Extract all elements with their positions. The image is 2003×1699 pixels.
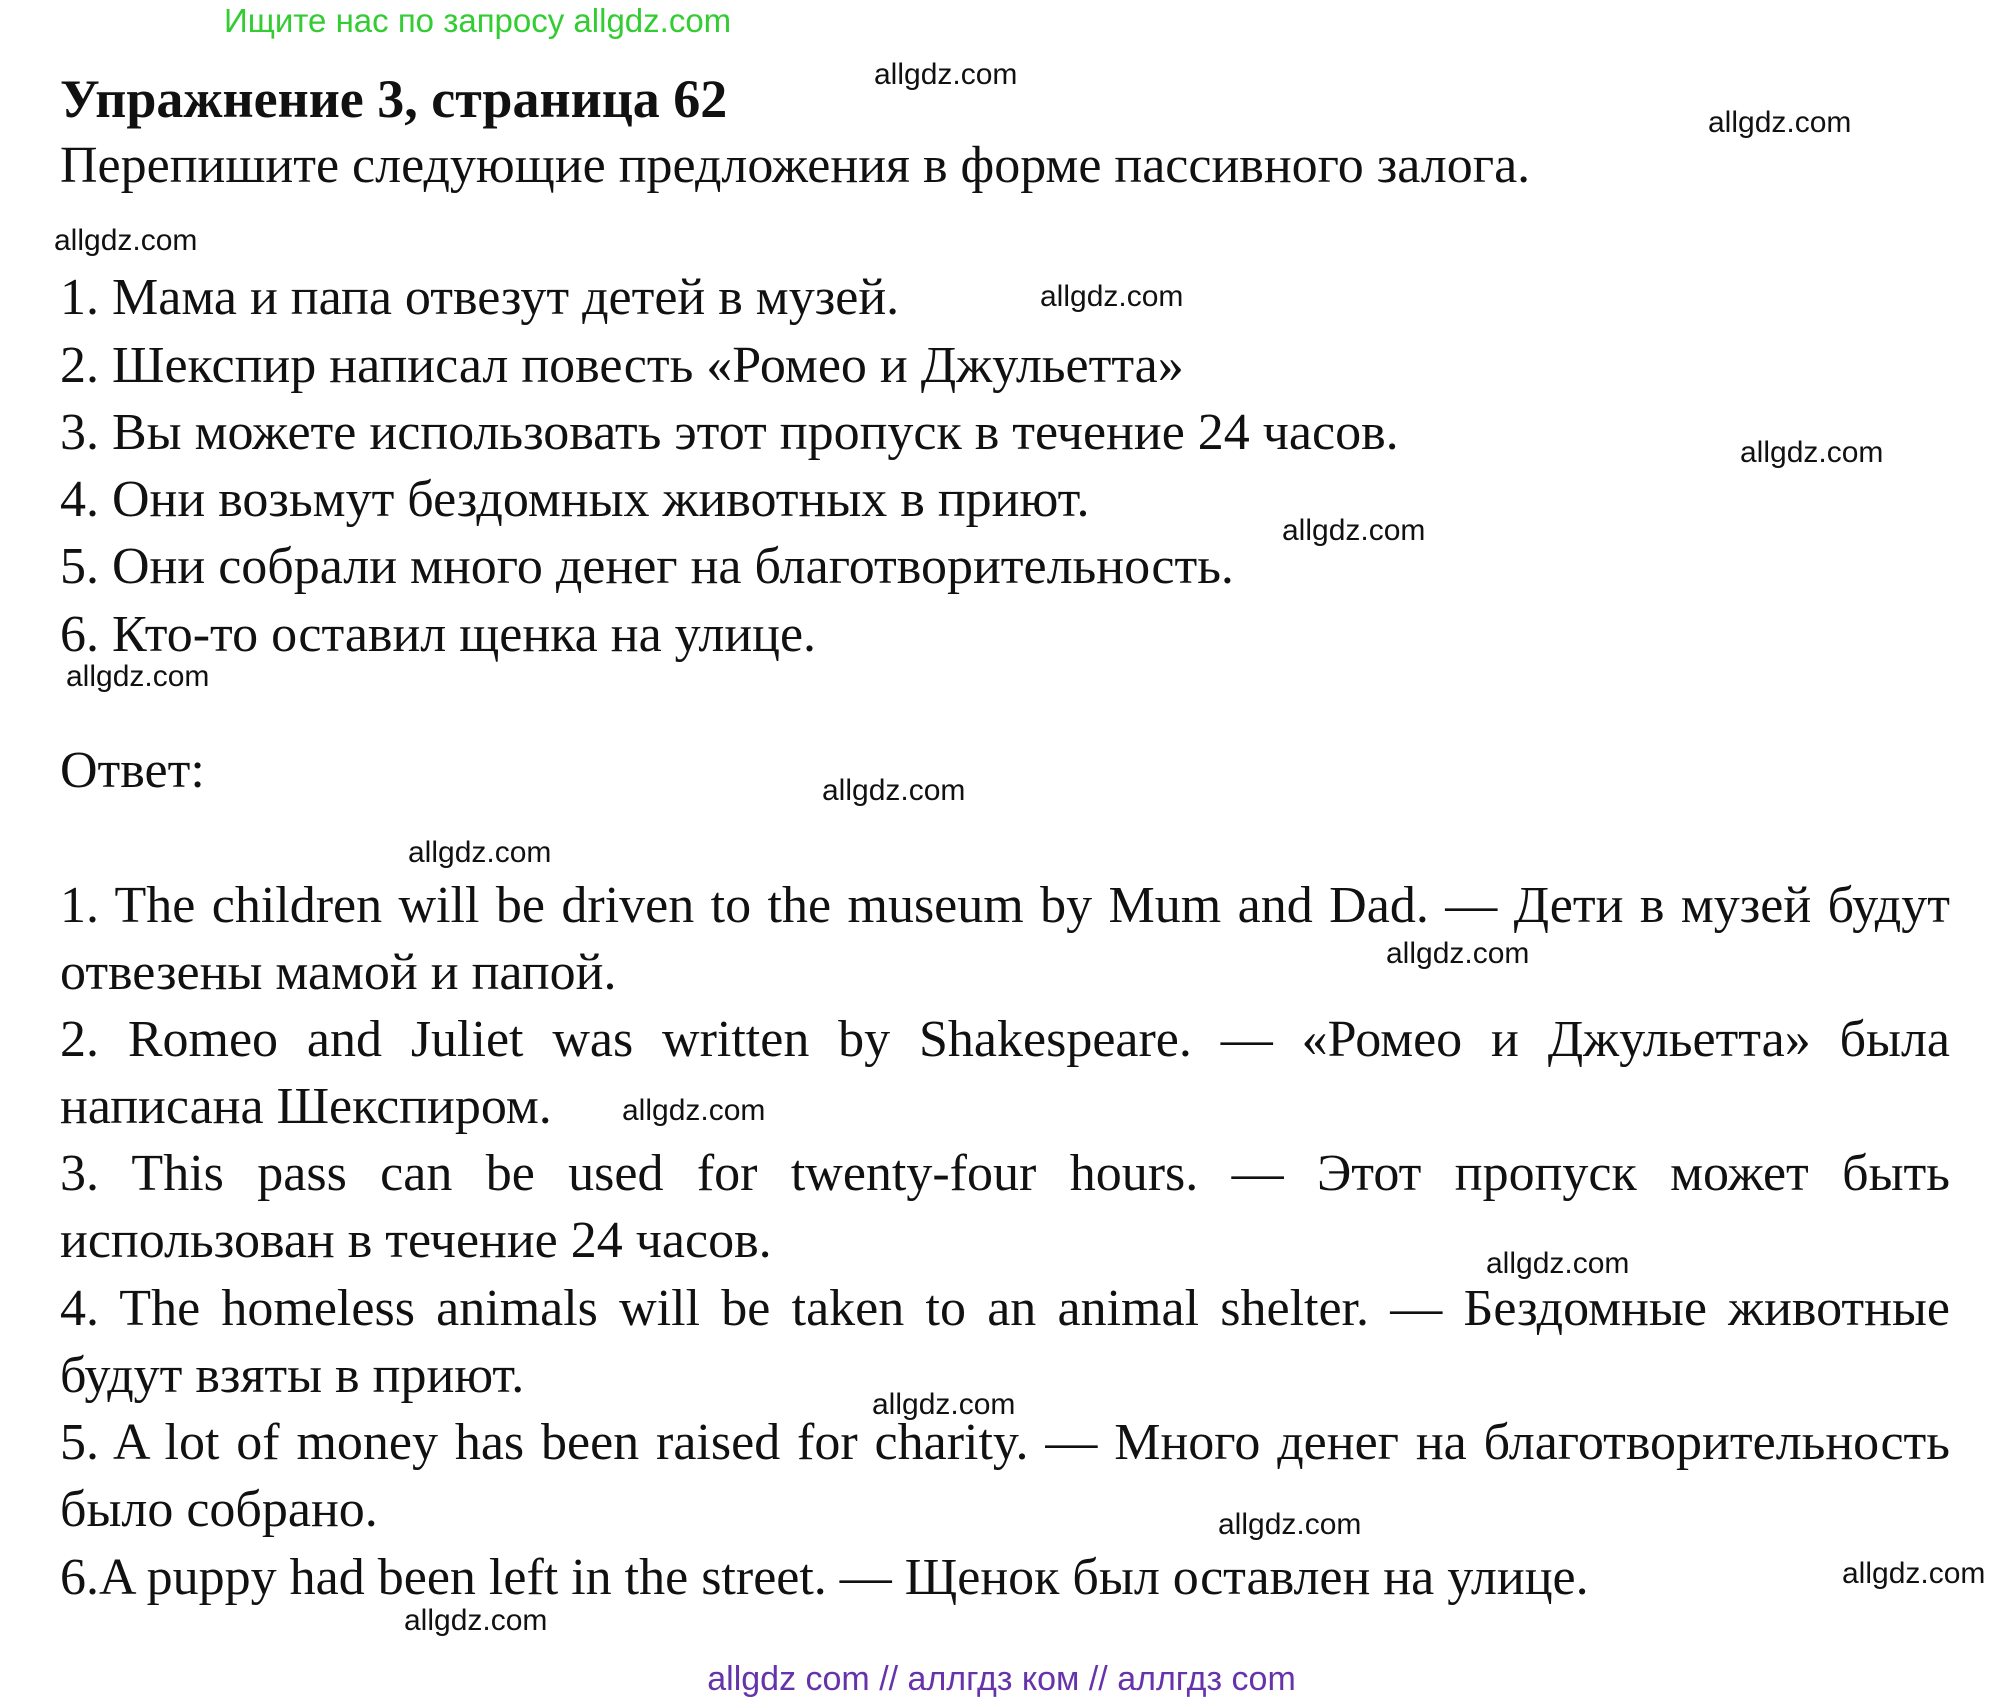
banner-text: Ищите нас по запросу allgdz.com bbox=[224, 2, 732, 39]
watermark: allgdz.com bbox=[66, 660, 210, 693]
answer-label: Ответ: bbox=[60, 742, 205, 799]
watermark: allgdz.com bbox=[408, 836, 552, 869]
watermark: allgdz.com bbox=[1040, 280, 1184, 313]
watermark: allgdz.com bbox=[622, 1094, 766, 1127]
watermark: allgdz.com bbox=[1486, 1247, 1630, 1280]
sentence-4: 4. Они возьмут бездомных животных в приют. bbox=[60, 471, 1090, 528]
watermark: allgdz.com bbox=[1386, 937, 1530, 970]
sentence-5: 5. Они собрали много денег на благотворительность. bbox=[60, 538, 1234, 595]
page-title: Упражнение 3, страница 62 bbox=[60, 69, 728, 129]
answer-2: 2. Romeo and Juliet was written by Shakespeare. — «Ромео и Джульетта» была написана Шекспиром. bbox=[60, 1011, 1950, 1135]
sentence-6: 6. Кто-то оставил щенка на улице. bbox=[60, 606, 817, 663]
watermark: allgdz.com bbox=[1842, 1557, 1986, 1590]
answer-1: 1. The children will be driven to the museum by Mum and Dad. — Дети в музей будут отвезены мамой и папой. bbox=[60, 877, 1950, 1001]
watermark: allgdz.com bbox=[54, 224, 198, 257]
sentence-2: 2. Шекспир написал повесть «Ромео и Джульетта» bbox=[60, 337, 1184, 394]
footer: allgdz com // аллгдз ком // аллгдз com bbox=[707, 1660, 1296, 1698]
watermark: allgdz.com bbox=[1218, 1508, 1362, 1541]
instruction: Перепишите следующие предложения в форме пассивного залога. bbox=[60, 137, 1531, 194]
watermark: allgdz.com bbox=[872, 1388, 1016, 1421]
watermark: allgdz.com bbox=[404, 1604, 548, 1637]
watermark: allgdz.com bbox=[822, 774, 966, 807]
answer-3: 3. This pass can be used for twenty-four hours. — Этот пропуск может быть использован в течение 24 часов. bbox=[60, 1145, 1950, 1269]
watermark: allgdz.com bbox=[1708, 106, 1852, 139]
watermark: allgdz.com bbox=[1282, 514, 1426, 547]
answer-6: 6.A puppy had been left in the street. — Щенок был оставлен на улице. bbox=[60, 1549, 1589, 1606]
sentence-3: 3. Вы можете использовать этот пропуск в течение 24 часов. bbox=[60, 404, 1399, 461]
answer-4: 4. The homeless animals will be taken to an animal shelter. — Бездомные животные будут взяты в приют. bbox=[60, 1280, 1950, 1404]
watermark: allgdz.com bbox=[1740, 436, 1884, 469]
answer-5: 5. A lot of money has been raised for charity. — Много денег на благотворительность было собрано. bbox=[60, 1414, 1950, 1538]
sentence-1: 1. Мама и папа отвезут детей в музей. bbox=[60, 269, 900, 326]
watermark: allgdz.com bbox=[874, 58, 1018, 91]
